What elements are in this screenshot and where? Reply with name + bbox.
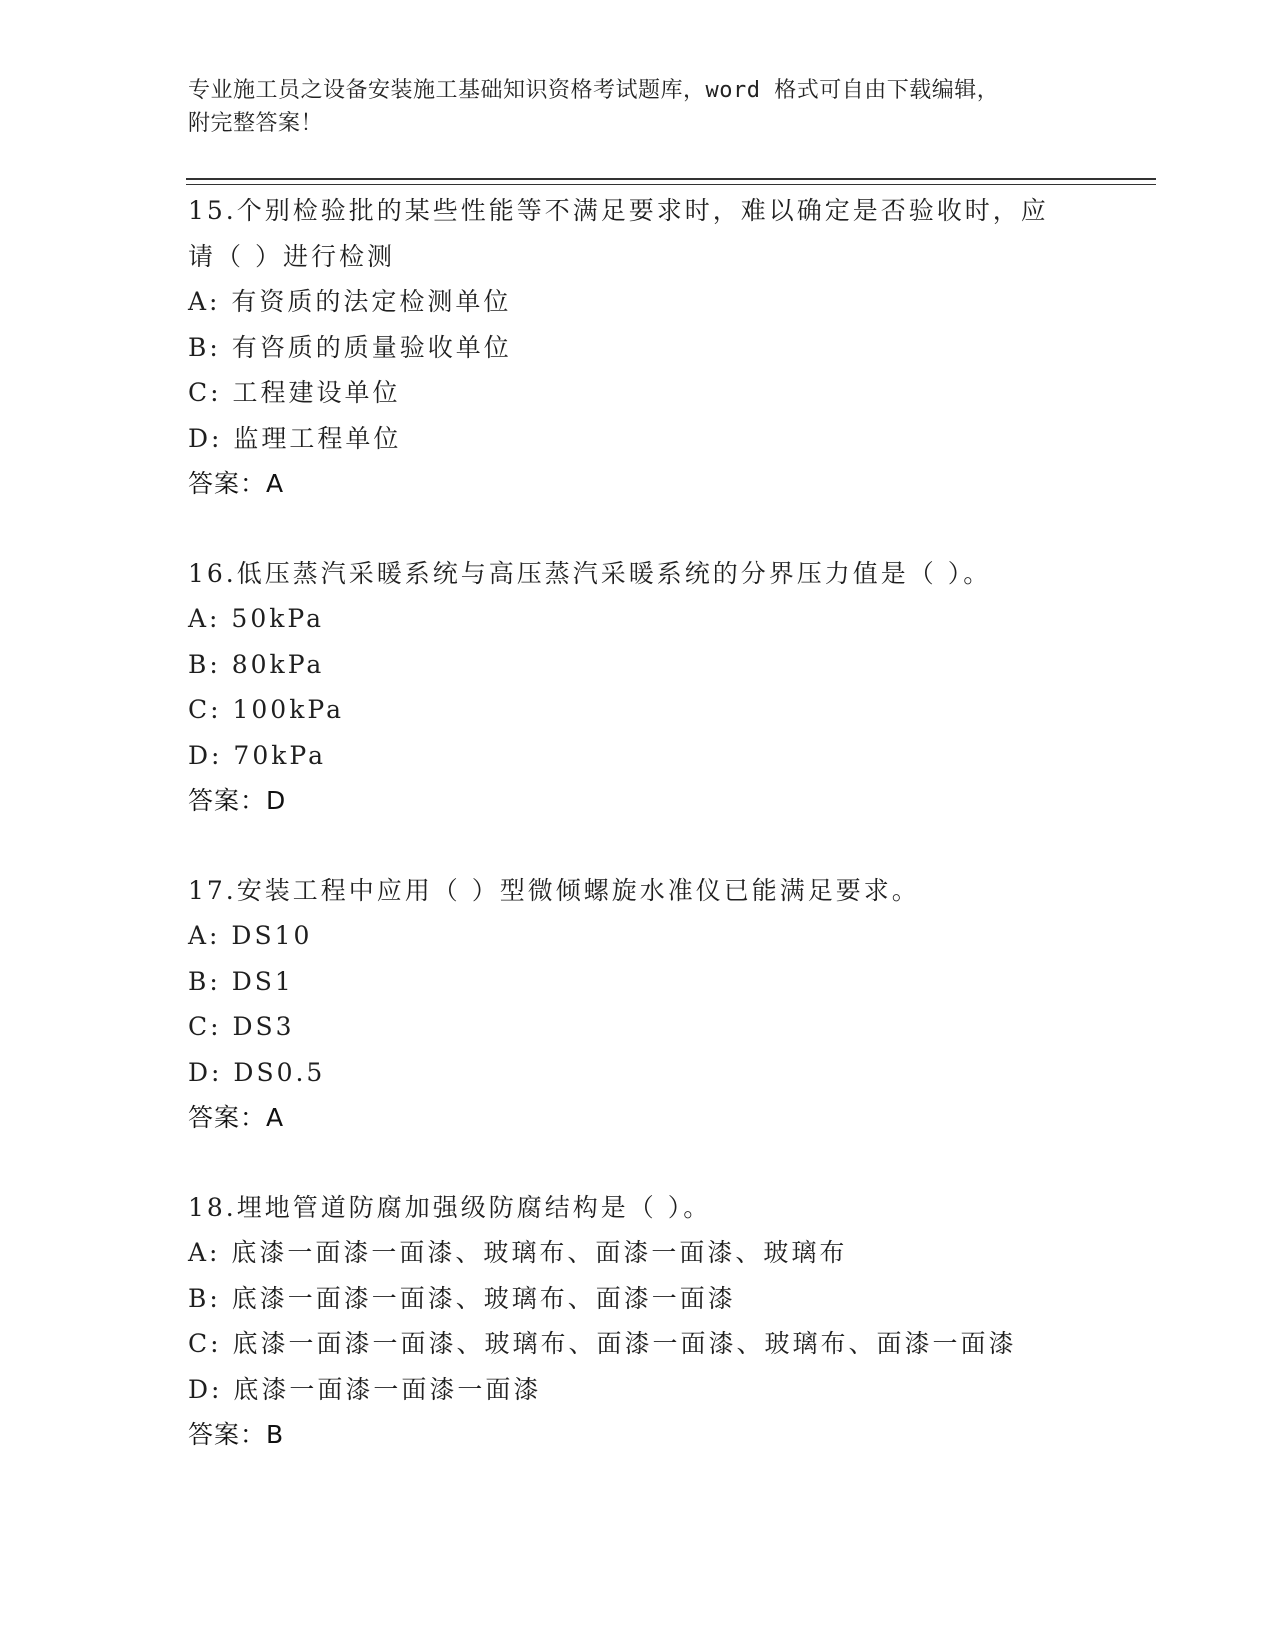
question-list	[188, 188, 1148, 1502]
option-a: A: 底漆一面漆一面漆、玻璃布、面漆一面漆、玻璃布	[188, 1238, 848, 1267]
question-stem-line-1: 16.低压蒸汽采暖系统与高压蒸汽采暖系统的分界压力值是（ ）。	[188, 558, 992, 588]
option-a: A: 50kPa	[188, 604, 324, 633]
question-17	[188, 868, 1148, 1141]
header-divider-thick	[186, 178, 1156, 180]
document-header	[188, 74, 1088, 140]
option-d: D: 监理工程单位	[188, 423, 402, 453]
question-16	[188, 551, 1148, 824]
option-d: D: 底漆一面漆一面漆一面漆	[188, 1374, 542, 1404]
option-b: B: DS1	[188, 966, 294, 996]
question-15	[188, 188, 1148, 507]
answer: 答案：A	[188, 1103, 285, 1132]
option-a: A: 有资质的法定检测单位	[188, 287, 512, 316]
option-b: B: 底漆一面漆一面漆、玻璃布、面漆一面漆	[188, 1283, 736, 1313]
answer: 答案：A	[188, 469, 285, 498]
header-line-2: 附完整答案！	[188, 111, 324, 136]
option-c: C: DS3	[188, 1012, 295, 1041]
question-stem-line-1: 18.埋地管道防腐加强级防腐结构是（ ）。	[188, 1192, 712, 1222]
question-stem	[188, 1185, 1148, 1231]
question-stem	[188, 868, 1148, 914]
option-c: C: 底漆一面漆一面漆、玻璃布、面漆一面漆、玻璃布、面漆一面漆	[188, 1329, 1017, 1358]
question-stem-line-2: 请（ ）进行检测	[188, 241, 395, 271]
answer: 答案：B	[188, 1420, 285, 1449]
header-line-1: 专业施工员之设备安装施工基础知识资格考试题库，word 格式可自由下载编辑，	[188, 78, 1000, 103]
question-stem	[188, 551, 1148, 597]
option-a: A: DS10	[188, 921, 313, 950]
option-d: D: DS0.5	[188, 1057, 326, 1087]
option-b: B: 80kPa	[188, 649, 325, 679]
question-stem-line-1: 15.个别检验批的某些性能等不满足要求时，难以确定是否验收时，应	[188, 196, 1049, 225]
option-c: C: 100kPa	[188, 695, 344, 724]
question-stem-line-1: 17.安装工程中应用（ ）型微倾螺旋水准仪已能满足要求。	[188, 875, 920, 905]
option-c: C: 工程建设单位	[188, 378, 401, 407]
question-stem	[188, 188, 1148, 279]
answer: 答案：D	[188, 786, 287, 815]
question-18	[188, 1185, 1148, 1458]
option-d: D: 70kPa	[188, 740, 326, 770]
option-b: B: 有咨质的质量验收单位	[188, 332, 512, 362]
header-divider-thin	[186, 184, 1156, 185]
